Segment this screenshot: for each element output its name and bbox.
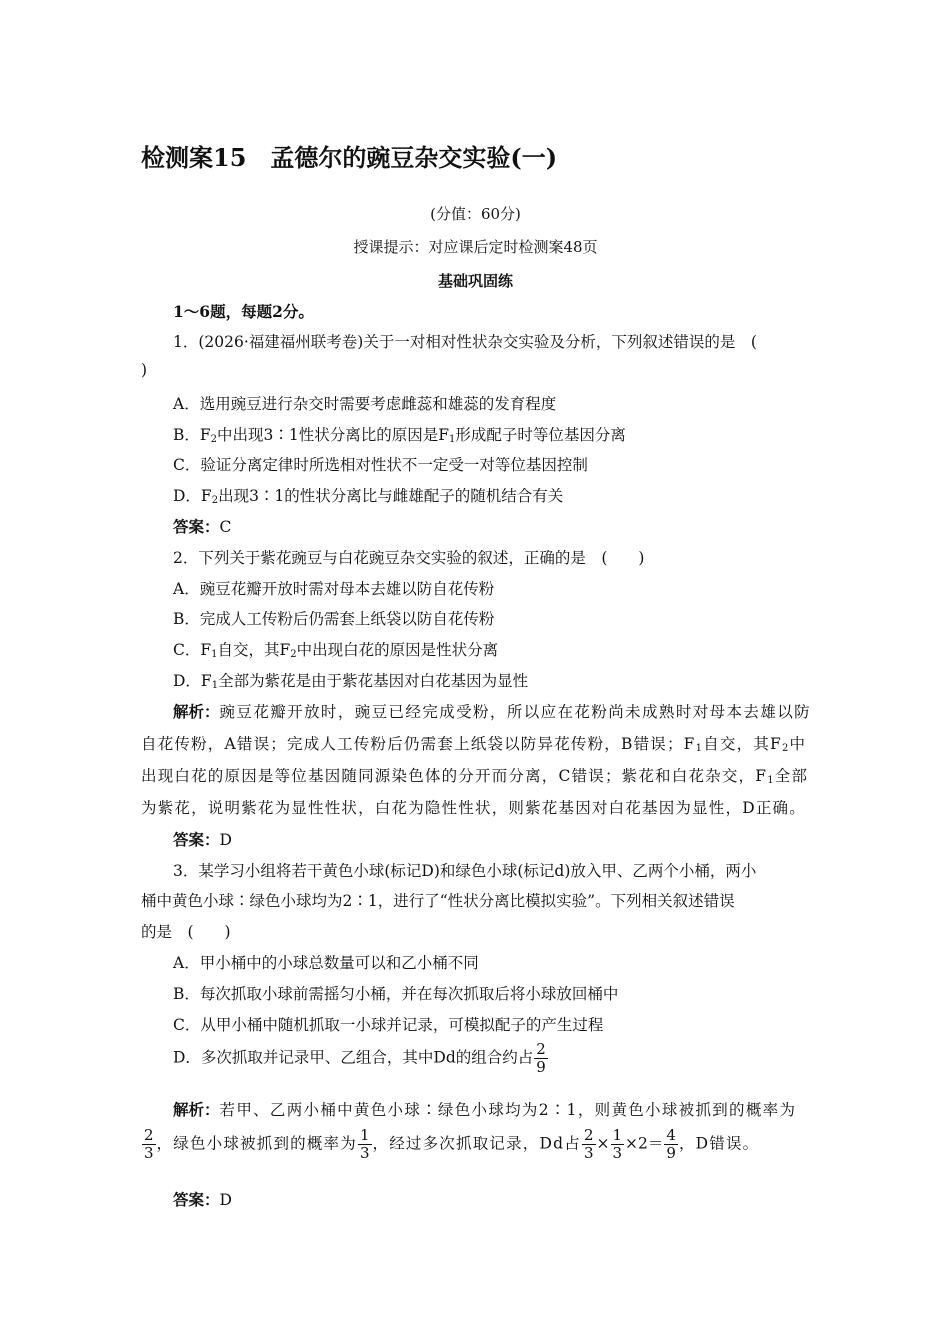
fraction: $\frac{4}{9}$ — [666, 1126, 676, 1162]
q1-option-c: C．验证分离定律时所选相对性状不一定受一对等位基因控制 — [173, 456, 588, 474]
q2-analysis-1: 解析：豌豆花瓣开放时，豌豆已经完成受粉，所以应在花粉尚未成熟时对母本去雄以防 — [173, 702, 812, 721]
q3-option-d: D．多次抓取并记录甲、乙组合，其中Dd的组合约占 $\frac{2}{9}$ — [173, 1040, 546, 1076]
q2-analysis-3: 出现白花的原因是等位基因随同源染色体的分开而分离，C错误；紫花和白花杂交，$F_1$全部 — [141, 767, 809, 786]
fraction: $\frac{1}{3}$ — [359, 1126, 370, 1162]
q3-option-b: B．每次抓取小球前需摇匀小桶，并在每次抓取后将小球放回桶中 — [173, 985, 619, 1003]
q2-analysis-2: 自花传粉，A错误；完成人工传粉后仍需套上纸袋以防异花传粉，B错误；$F_1$自交，其$F_2$中 — [141, 735, 807, 754]
q1-stem-bracket: ) — [141, 361, 148, 379]
q2-analysis-4: 为紫花，说明紫花为显性性状，白花为隐性性状，则紫花基因对白花基因为显性，D正确。 — [141, 799, 806, 817]
q2-stem: 2．下列关于紫花豌豆与白花豌豆杂交实验的叙述，正确的是 ( ) — [173, 549, 645, 567]
lesson-hint: 授课提示：对应课后定时检测案48页 — [353, 238, 598, 256]
score-note: (分值：60分) — [430, 205, 521, 223]
q2-answer: 答案：D — [173, 830, 232, 849]
q3-stem-3: 的是 ( ) — [141, 923, 231, 941]
q1-option-b: B．$F_2$中出现3∶1性状分离比的原因是$F_1$形成配子时等位基因分离 — [173, 426, 626, 445]
q3-stem-2: 桶中黄色小球∶绿色小球均为2∶1，进行了“性状分离比模拟实验”。下列相关叙述错误 — [141, 892, 735, 910]
q3-option-a: A．甲小桶中的小球总数量可以和乙小桶不同 — [173, 954, 479, 972]
q2-option-a: A．豌豆花瓣开放时需对母本去雄以防自花传粉 — [173, 580, 495, 598]
q3-answer: 答案：D — [173, 1190, 232, 1209]
q3-stem-1: 3．某学习小组将若干黄色小球(标记D)和绿色小球(标记d)放入甲、乙两个小桶，两小 — [173, 862, 757, 880]
section-heading: 基础巩固练 — [437, 272, 513, 290]
fraction: $\frac{2}{3}$ — [144, 1126, 154, 1162]
q3-option-c: C．从甲小桶中随机抓取一小球并记录，可模拟配子的产生过程 — [173, 1016, 604, 1034]
q3-analysis-1: 解析：若甲、乙两小桶中黄色小球∶绿色小球均为2∶1，则黄色小球被抓到的概率为 — [173, 1100, 797, 1119]
q1-option-d: D．$F_2$出现3∶1的性状分离比与雌雄配子的随机结合有关 — [173, 487, 564, 506]
q3-analysis-2: $\frac{2}{3}$ ，绿色小球被抓到的概率为 $\frac{1}{3}$ ，经过多次抓取记录，Dd占 $\frac{2}{3}$ × $\frac{1}{3}$ ×2＝ $\frac{4}{9}$ ，D错误。 — [144, 1126, 760, 1162]
fraction: $\frac{2}{9}$ — [536, 1040, 546, 1076]
fraction: $\frac{2}{3}$ — [583, 1126, 594, 1162]
instructions: 1～6题，每题2分。 — [173, 302, 314, 321]
q2-option-c: C．$F_1$自交，其$F_2$中出现白花的原因是性状分离 — [173, 641, 499, 660]
q1-answer: 答案：C — [173, 517, 232, 536]
fraction: $\frac{1}{3}$ — [612, 1126, 623, 1162]
q1-stem: 1．(2026·福建福州联考卷)关于一对相对性状杂交实验及分析，下列叙述错误的是 ( — [173, 333, 757, 351]
q2-option-d: D．$F_1$全部为紫花是由于紫花基因对白花基因为显性 — [173, 672, 529, 691]
page-title: 检测案15 孟德尔的豌豆杂交实验(一) — [141, 143, 558, 172]
q2-option-b: B．完成人工传粉后仍需套上纸袋以防自花传粉 — [173, 610, 495, 628]
q1-option-a: A．选用豌豆进行杂交时需要考虑雌蕊和雄蕊的发育程度 — [173, 395, 557, 413]
